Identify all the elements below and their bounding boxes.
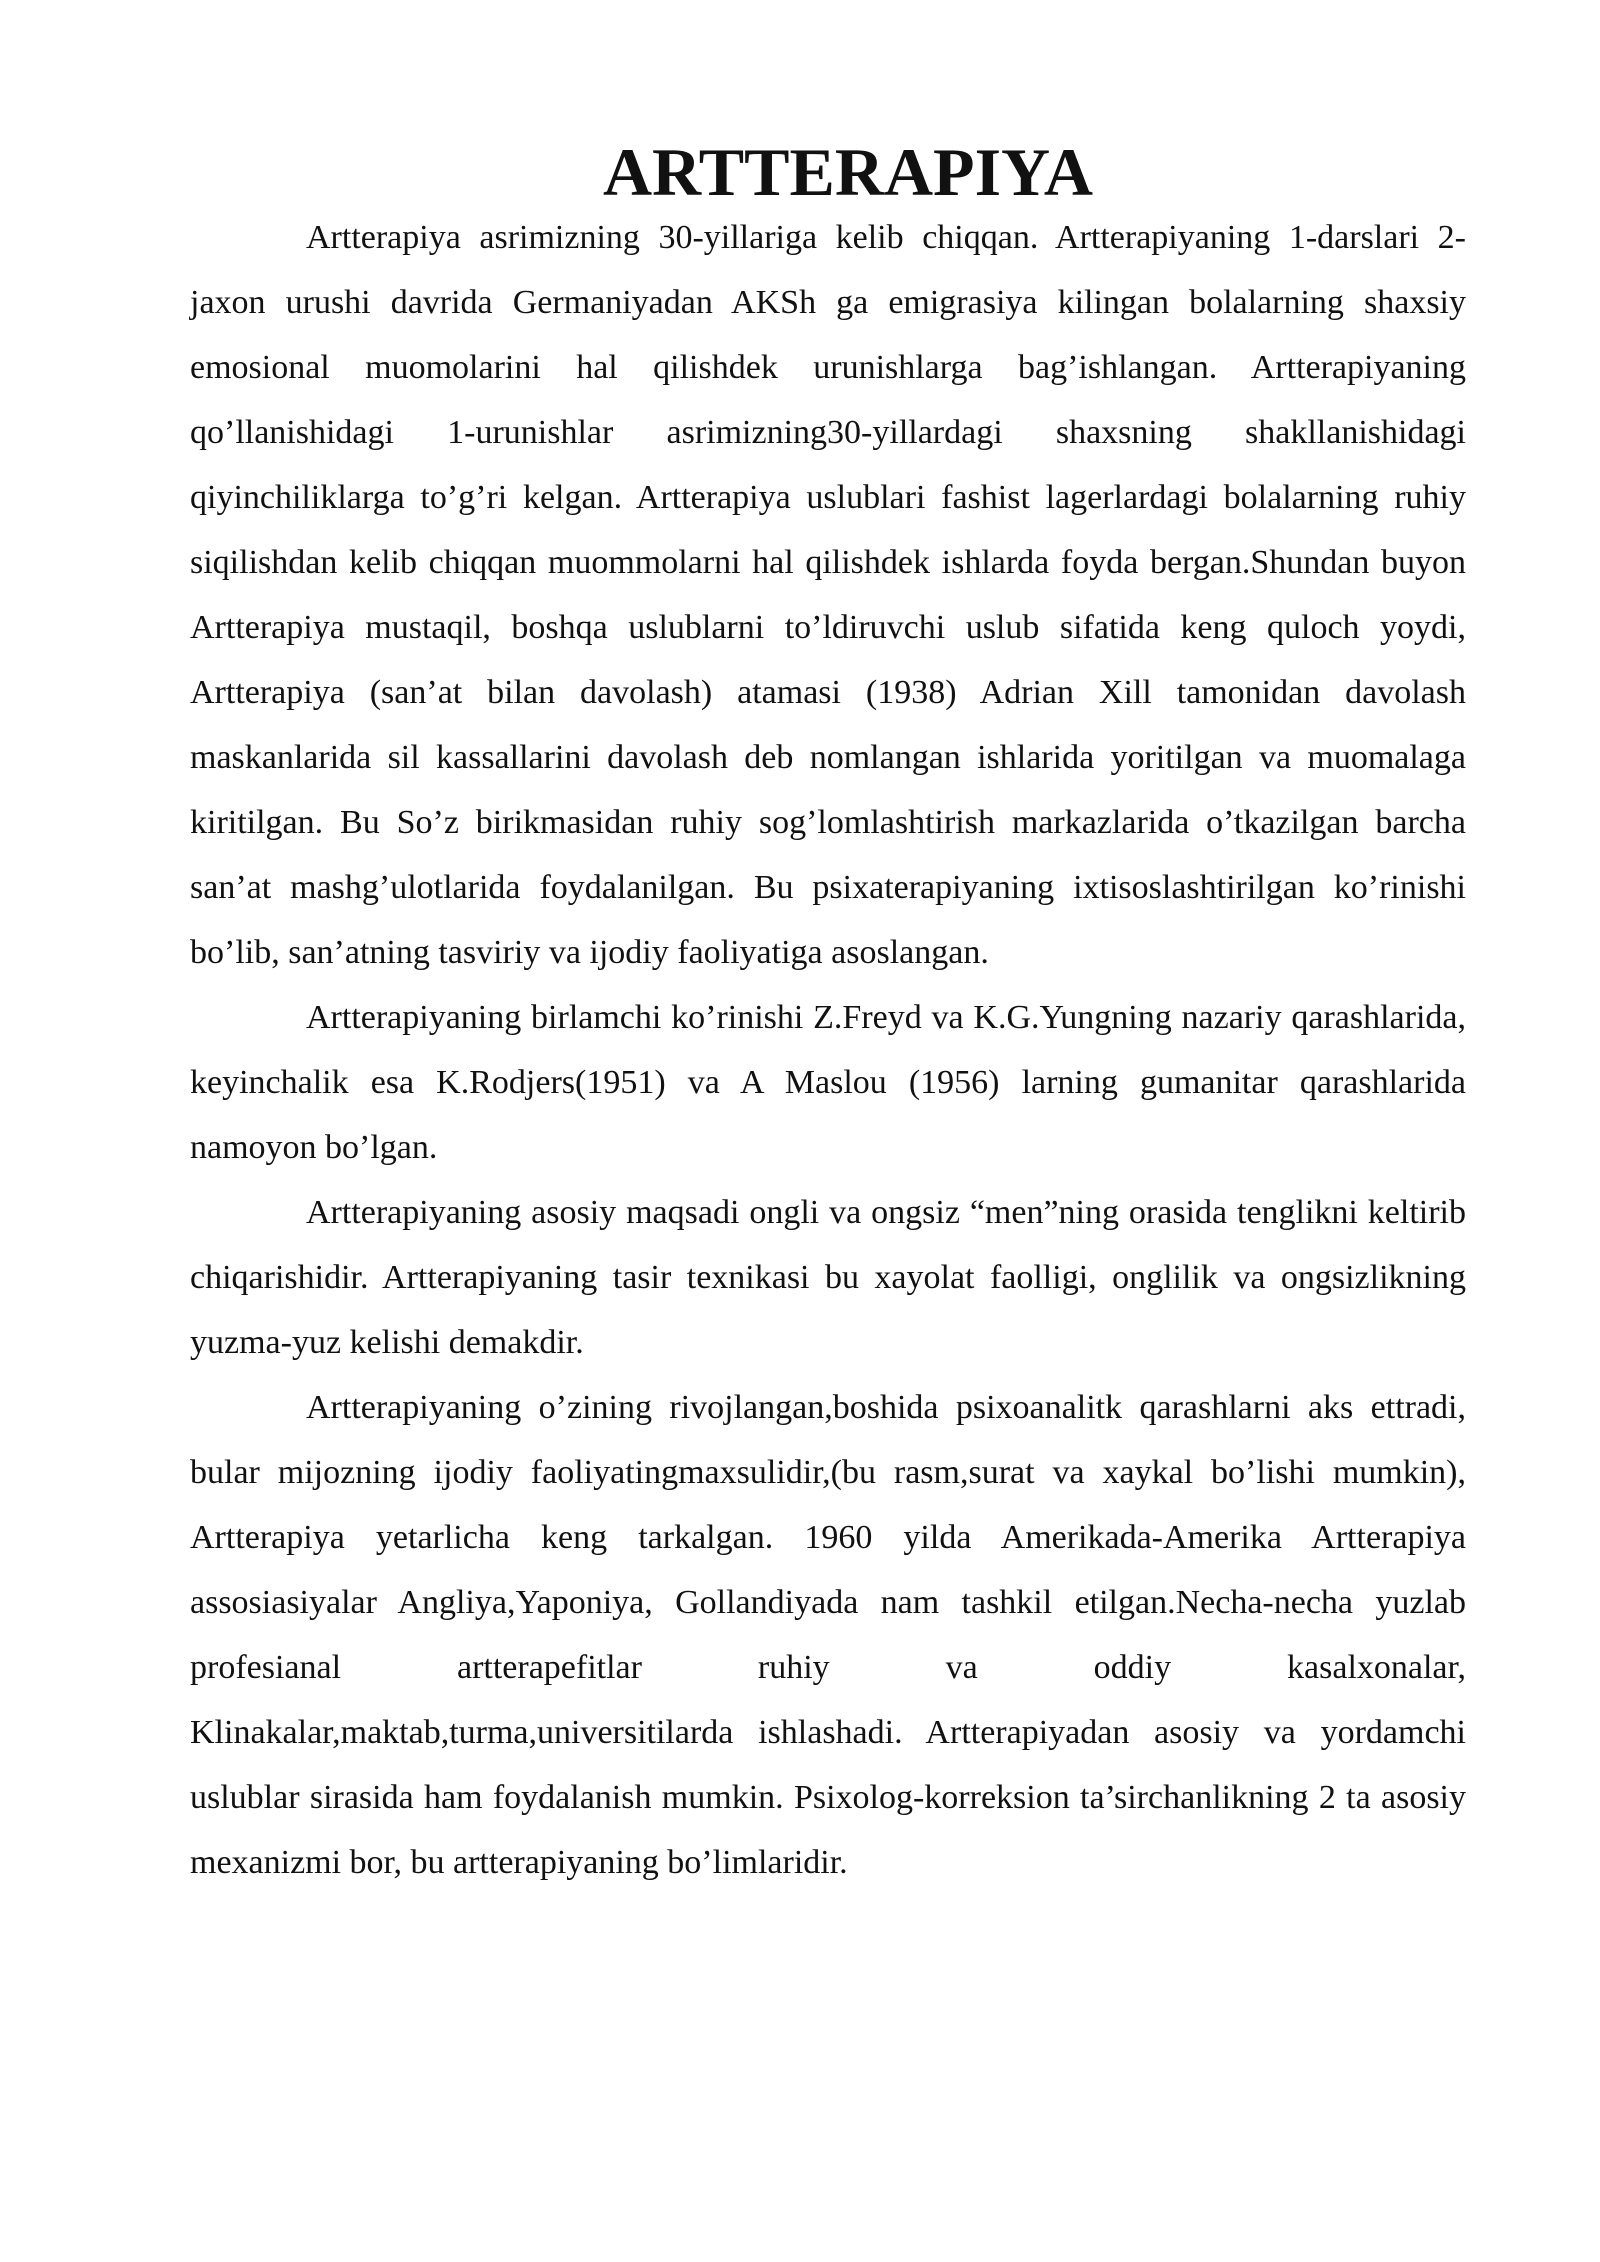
document-title: ARTTERAPIYA: [602, 134, 1094, 210]
paragraph-2: Artterapiyaning birlamchi ko’rinishi Z.Freyd va K.G.Yungning nazariy qarashlarida, keyinchalik esa K.Rodjers(1951) va A Maslou (1956) larning gumanitar qarashlarida namoyon bo’lgan.: [190, 999, 1466, 1166]
paragraph-3: Artterapiyaning asosiy maqsadi ongli va ongsiz “men”ning orasida tenglikni keltirib chiqarishidir. Artterapiyaning tasir texnikasi bu xayolat faolligi, onglilik va ongsizlikning yuzma-yuz kelishi demakdir.: [190, 1194, 1466, 1361]
paragraph-4: Artterapiyaning o’zining rivojlangan,boshida psixoanalitk qarashlarni aks ettradi, bular mijozning ijodiy faoliyatingmaxsulidir,(bu rasm,surat va xaykal bo’lishi mumkin), Artterapiya yetarlicha keng tarkalgan. 1960 yilda Amerikada-Amerika Artterapiya assosiasiyalar Angliya,Yaponiya, Gollandiyada nam tashkil etilgan.Necha-necha yuzlab profesianal artterapefitlar ruhiy va oddiy kasalxonalar, Klinakalar,maktab,turma,universitilarda ishlashadi. Artterapiyadan asosiy va yordamchi uslublar sirasida ham foydalanish mumkin. Psixolog-korreksion ta’sirchanlikning 2 ta asosiy mexanizmi bor, bu artterapiyaning bo’limlaridir.: [190, 1389, 1466, 1881]
paragraph-1: Artterapiya asrimizning 30-yillariga kelib chiqqan. Artterapiyaning 1-darslari 2-jaxon urushi davrida Germaniyadan AKSh ga emigrasiya kilingan bolalarning shaxsiy emosional muomolarini hal qilishdek urunishlarga bag’ishlangan. Artterapiyaning qo’llanishidagi 1-urunishlar asrimizning30-yillardagi shaxsning shakllanishidagi qiyinchiliklarga to’g’ri kelgan. Artterapiya uslublari fashist lagerlardagi bolalarning ruhiy siqilishdan kelib chiqqan muommolarni hal qilishdek ishlarda foyda bergan.Shundan buyon Artterapiya mustaqil, boshqa uslublarni to’ldiruvchi uslub sifatida keng quloch yoydi, Artterapiya (san’at bilan davolash) atamasi (1938) Adrian Xill tamonidan davolash maskanlarida sil kassallarini davolash deb nomlangan ishlarida yoritilgan va muomalaga kiritilgan. Bu So’z birikmasidan ruhiy sog’lomlashtirish markazlarida o’tkazilgan barcha san’at mashg’ulotlarida foydalanilgan. Bu psixaterapiyaning ixtisoslashtirilgan ko’rinishi bo’lib, san’atning tasviriy va ijodiy faoliyatiga asoslangan.: [190, 219, 1466, 971]
document-page: [190, 134, 1466, 1895]
